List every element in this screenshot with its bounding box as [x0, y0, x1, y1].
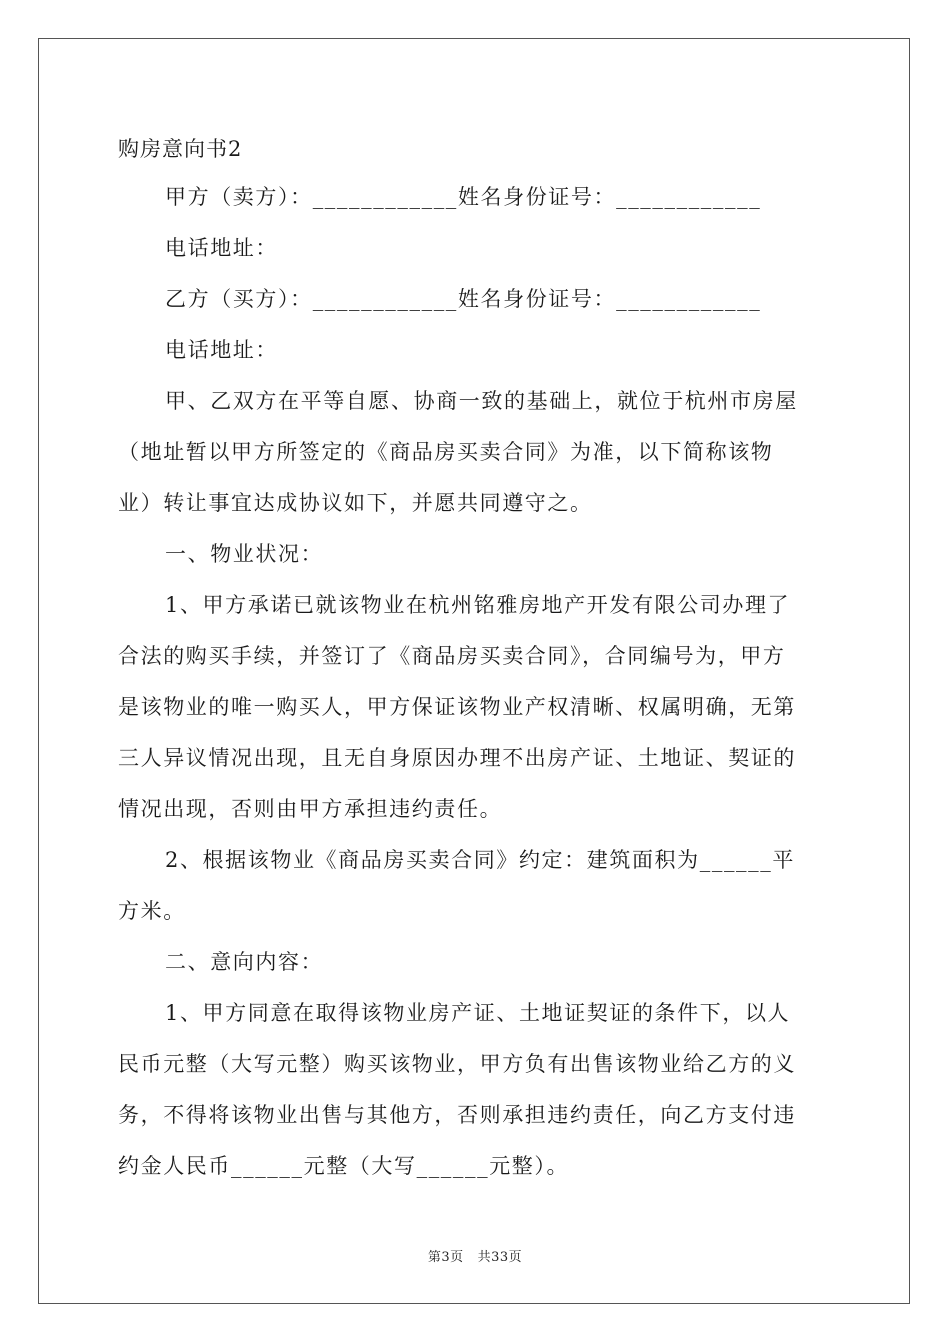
document-body: [118, 126, 834, 1192]
page-total: 共33页: [477, 1250, 523, 1265]
text-line: 民币元整（大写元整）购买该物业，甲方负有出售该物业给乙方的义: [118, 1052, 796, 1076]
text-line: 方米。: [118, 899, 186, 923]
text-line: 1、甲方同意在取得该物业房产证、土地证契证的条件下，以人: [165, 1001, 791, 1025]
text-line: 电话地址：: [165, 338, 278, 362]
text-line: 是该物业的唯一购买人，甲方保证该物业产权清晰、权属明确，无第: [118, 695, 796, 719]
text-line: 三人异议情况出现，且无自身原因办理不出房产证、土地证、契证的: [118, 746, 796, 770]
text-line: 1、甲方承诺已就该物业在杭州铭雅房地产开发有限公司办理了: [165, 593, 791, 617]
text-line: 一、物业状况：: [165, 542, 324, 566]
text-line: 甲方（卖方）：____________姓名身份证号：____________: [165, 185, 762, 209]
text-line: 2、根据该物业《商品房买卖合同》约定：建筑面积为______平: [165, 848, 795, 872]
text-line: 情况出现，否则由甲方承担违约责任。: [118, 797, 503, 821]
text-line: 约金人民币______元整（大写______元整）。: [118, 1154, 570, 1178]
text-line: 电话地址：: [165, 236, 278, 260]
page-number: 第3页: [427, 1250, 464, 1265]
text-line: 务，不得将该物业出售与其他方，否则承担违约责任，向乙方支付违: [118, 1103, 796, 1127]
text-line: 二、意向内容：: [165, 950, 324, 974]
page-footer: [0, 1246, 950, 1265]
document-title: 购房意向书2: [118, 137, 243, 161]
text-line: （地址暂以甲方所签定的《商品房买卖合同》为准，以下简称该物: [118, 440, 774, 464]
text-line: 业）转让事宜达成协议如下，并愿共同遵守之。: [118, 491, 593, 515]
document-paragraphs: [118, 172, 834, 1192]
text-line: 乙方（买方）：____________姓名身份证号：____________: [165, 287, 762, 311]
text-line: 甲、乙双方在平等自愿、协商一致的基础上，就位于杭州市房屋: [165, 389, 798, 413]
text-line: 合法的购买手续，并签订了《商品房买卖合同》，合同编号为，甲方: [118, 644, 786, 668]
